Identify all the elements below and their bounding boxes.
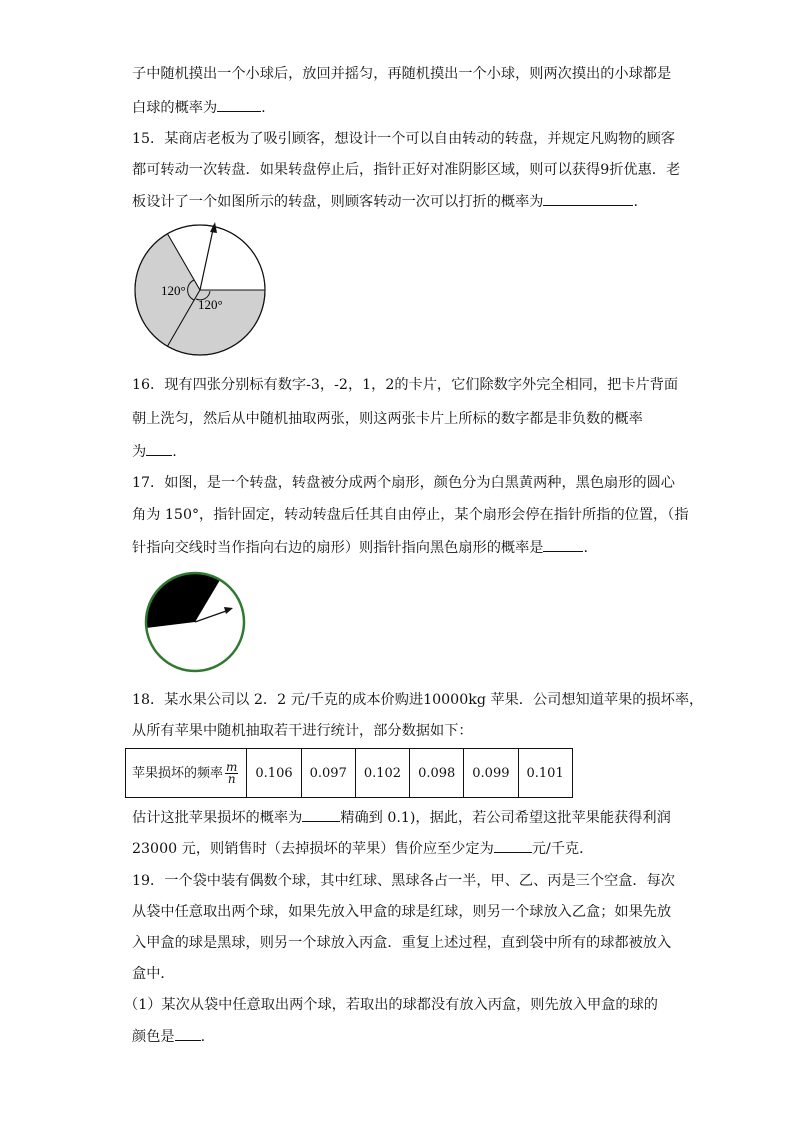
q15-angle-label-bottom: 120° xyxy=(198,297,223,312)
q19-sub1-line2: 颜色是 . xyxy=(132,1026,205,1047)
answer-blank[interactable] xyxy=(146,441,172,456)
q17-text-line1: 17．如图，是一个转盘，转盘被分成两个扇形，颜色分为白黑黄两种，黑色扇形的圆心 xyxy=(132,475,675,491)
table-cell: 0.098 xyxy=(410,749,464,798)
table-cell: 0.099 xyxy=(464,749,518,798)
q18-text-line4: 23000 元，则销售时（去掉损坏的苹果）售价应至少定为 元/千克． xyxy=(132,838,593,859)
q18-text-line3: 估计这批苹果损坏的概率为 精确到 0.1)，据此，若公司希望这批苹果能获得利润 xyxy=(132,807,671,828)
answer-blank[interactable] xyxy=(494,838,532,853)
q18-text-line2: 从所有苹果中随机抽取若干进行统计，部分数据如下： xyxy=(132,723,473,739)
q16-text-line3: 为 . xyxy=(132,441,177,462)
q15-text-line3: 板设计了一个如图所示的转盘，则顾客转动一次可以打折的概率为 . xyxy=(132,191,638,212)
answer-blank[interactable] xyxy=(217,97,261,112)
fraction-m-over-n: $\frac{m}{n}$ xyxy=(226,759,238,786)
q16-text-line1: 16．现有四张分别标有数字-3，-2，1，2的卡片，它们除数字外完全相同，把卡片背面 xyxy=(132,377,679,393)
q15-text-line2: 都可转动一次转盘．如果转盘停止后，指针正好对准阴影区域，则可以获得9折优惠．老 xyxy=(132,162,681,178)
q19-text-line1: 19．一个袋中装有偶数个球，其中红球、黑球各占一半，甲、乙、丙是三个空盒．每次 xyxy=(132,873,675,889)
q19-sub1-line1: （1）某次从袋中任意取出两个球，若取出的球都没有放入丙盒，则先放入甲盒的球的 xyxy=(124,997,658,1013)
q17-text-line2: 角为 150°，指针固定，转动转盘后任其自由停止，某个扇形会停在指针所指的位置，（指 xyxy=(132,507,689,523)
answer-blank[interactable] xyxy=(543,537,583,552)
q14-text: 白球的概率为 xyxy=(132,100,218,116)
table-header-cell: 苹果损坏的频率 $\frac{m}{n}$ xyxy=(126,749,247,798)
table-cell: 0.097 xyxy=(301,749,355,798)
answer-blank[interactable] xyxy=(175,1026,201,1041)
table-row xyxy=(126,749,573,798)
q17-spinner-figure xyxy=(143,570,253,680)
q18-frequency-table xyxy=(125,748,573,798)
q14-text-line2: 白球的概率为 . xyxy=(132,97,266,118)
q19-text-line4: 盒中． xyxy=(132,966,175,982)
q15-text-line1: 15．某商店老板为了吸引顾客，想设计一个可以自由转动的转盘，并规定凡购物的顾客 xyxy=(132,131,675,147)
q14-text-line1: 子中随机摸出一个小球后，放回并摇匀，再随机摸出一个小球，则两次摸出的小球都是 xyxy=(132,66,672,82)
table-cell: 0.101 xyxy=(518,749,572,798)
q15-angle-label-left: 120° xyxy=(161,283,186,298)
q18-text-line1: 18．某水果公司以 2．2 元/千克的成本价购进10000kg 苹果．公司想知道苹果的损坏率， xyxy=(132,692,704,708)
table-cell: 0.102 xyxy=(355,749,409,798)
q19-text-line3: 入甲盒的球是黑球，则另一个球放入丙盒．重复上述过程，直到袋中所有的球都被放入 xyxy=(132,935,672,951)
q16-text-line2: 朝上洗匀，然后从中随机抽取两张，则这两张卡片上所标的数字都是非负数的概率 xyxy=(132,411,643,427)
q15-spinner-figure xyxy=(130,220,270,360)
answer-blank[interactable] xyxy=(302,807,340,822)
q19-text-line2: 从袋中任意取出两个球，如果先放入甲盒的球是红球，则另一个球放入乙盒；如果先放 xyxy=(132,904,672,920)
q17-text-line3: 针指向交线时当作指向右边的扇形）则指针指向黑色扇形的概率是 . xyxy=(132,537,588,558)
answer-blank[interactable] xyxy=(543,191,633,206)
table-cell: 0.106 xyxy=(247,749,301,798)
